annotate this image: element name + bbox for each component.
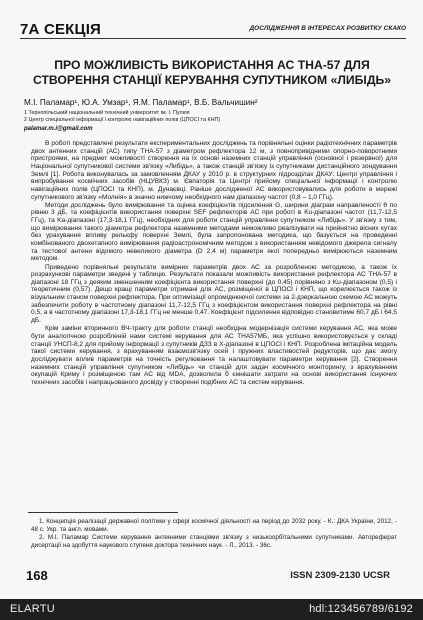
affiliation-1: 1 Тернопільський національний технічний університет ім. І. Пулюя [24, 110, 190, 116]
paragraph: Крім заміни вторинного ВЧ-тракту для роботи станції необхідна модернізація системи керування АС, яка може бути аналогічною розробленій нами системі керування для АС ТНА57МБ, яка успішно використовується у складі станції УНСП-8,2 для прийому інформації з супутників ДЗЗ в X-діапазоні в ЦПОСІ і КНП. Розроблена імітаційна модель такої системи керування, з врахуванням взаємозв'язку осей і пружних властивостей редукторів, що дає змогу досліджувати вплив параметрів на точність регулювання та налаштовувати параметри керування [2]. Створення наземних станцій управління супутником «Либідь» чи станцій для задач космічного моніторингу, з врахуванням окупацій Криму і розміщеною там АС від МDA, дозволила б ємнішати затрати на основі використання існуючих технічних засобів і напрацьованого досвіду у створенні подібних АС та систем керування. [31, 325, 397, 386]
paragraph: В роботі представлені результати експериментальних досліджень та порівняльні оцінки радіотехнічних параметрів двох антенних станцій (АС) типу ТНА-57 з діаметром рефлектора 12 м, з повнопривідними опорно-поворотними пристроями, на предмет можливості створення на їх основі наземних станцій управління (основної і резервної) для Національної супутникової системи зв'язку «Либідь», а також станцій зв'язку із супутниками дистанційного зондування Землі [1]. Робота виконувалась за замовленням ДКАУ у 2010 р. в структурних підрозділах ДКАУ: Центрі управління і випробування космічних засобів (НЦУВКЗ) м. Євпаторія та Центрі прийому спеціальної інформації і контролю навігаційних полів (ЦПОСІ та КНП), м. Дунаєвці. Раніше дослідженої АС використовувались для роботи в мережі супутникового зв'язку «Молнія» в значно нижчому необхідного нам діапазону частот (0,8 – 1,0 ГГц). [31, 140, 397, 201]
article-body [31, 140, 397, 387]
viewer-source-label: ELARTU [10, 603, 55, 615]
running-title: ДОСЛІДЖЕННЯ В ІНТЕРЕСАХ РОЗВИТКУ СКАКО [249, 25, 406, 32]
page-number: 168 [26, 568, 48, 583]
reference-item: 2. М.І. Паламар Системи керування антенними станціями зв'язку з низькоорбітальними супутниками. Автореферат дисертації на здобуття наукового ступеня доктора технічних наук. - Л., 2013. - 36с. [31, 534, 397, 549]
handle-link[interactable]: hdl:123456789/6192 [309, 603, 413, 615]
author-email: palamar.m.i@gmail.com [24, 126, 93, 132]
references [31, 518, 397, 550]
paragraph: Методи досліджень було вимірювання та оцінка коефіцієнтів підсилення G, ширини діаграм направленості θ по рівню 3 дБ, та коефіцієнтів використання поверхні SEF рефлекторів АС при роботі в Ku-діапазоні частот (11,7-12,5 ГГц), та Ka-діапазоні (17,3-18,1 ГГц), необхідних для роботи станцій управління супутником «Либідь». У зв'язку з тим, що вимірювання такого діаметра рефлектора наземними методами неможливо реалізувати на прийнятно вісних кутах без урахування впливу рельєфу поверхні Землі, була запропонована методика, що базується на проведенні комбінованого двохетапного вимірювання радіоастрономічним методом з використанням невідомого джерела сигналу та тестової антени відомого невеликого діаметра (D 2,4 м) параметри якої попередньо вимірюються наземним методом. [31, 201, 397, 263]
references-divider [28, 512, 178, 513]
page-header [20, 22, 406, 39]
affiliation-2: 2 Центр спеціальної інформації і контролю навігаційних полів (ЦПОСІ та КНП) [24, 117, 221, 123]
paragraph: Приведено порівняльні результати вимірних параметрів двох АС за розробленою методикою, а також їх розрахункові параметри зведені у таблицю. Результати показали можливість використання рефлектора АС ТНА-57 в діапазоні 18 ГГц з деяким зменшенням коефіцієнта використання поверхні (до 0,45) порівняно з Ku-діапазоном (0,5) і теоретичним (0,57). Дещо кращі параметри отримані для АС, розміщеної в ЦПОСІ і КНП, що корелюється також із візуальним станом поверхні рефлектора. При оптимізації опроміднюючої системи за 2-дзеркальною схемою АС можуть забезпечити роботу в частотному діапазоні 11,7-12,5 ГГц з коефіцієнтом використання поверхні рефлектора на рівні 0,5, а в частотному діапазоні 17,3-18,1 ГГц не менше 0,47. Коефіцієнт підсилення відповідно становитиме 60,7 дБ і 64,5 дБ. [31, 263, 397, 325]
article-title: ПРО МОЖЛИВІСТЬ ВИКОРИСТАННЯ АС ТНА-57 ДЛЯ СТВОРЕННЯ СТАНЦІЇ КЕРУВАННЯ СУПУТНИКОМ «ЛИБІДЬ» [32, 58, 392, 87]
authors: М.І. Паламар¹, Ю.А. Умзар¹, Я.М. Паламар¹, В.Б. Вальчишин² [24, 98, 258, 107]
issn-label: ISSN 2309-2130 UCSR [290, 570, 390, 581]
section-label: 7А СЕКЦІЯ [20, 21, 102, 38]
reference-item: 1. Концепція реалізації державної політики у сфері космічної діяльності на період до 2032 року. - К.: ДКА України, 2012, - 48 с. Укр. та англ. мовами. [31, 518, 397, 533]
